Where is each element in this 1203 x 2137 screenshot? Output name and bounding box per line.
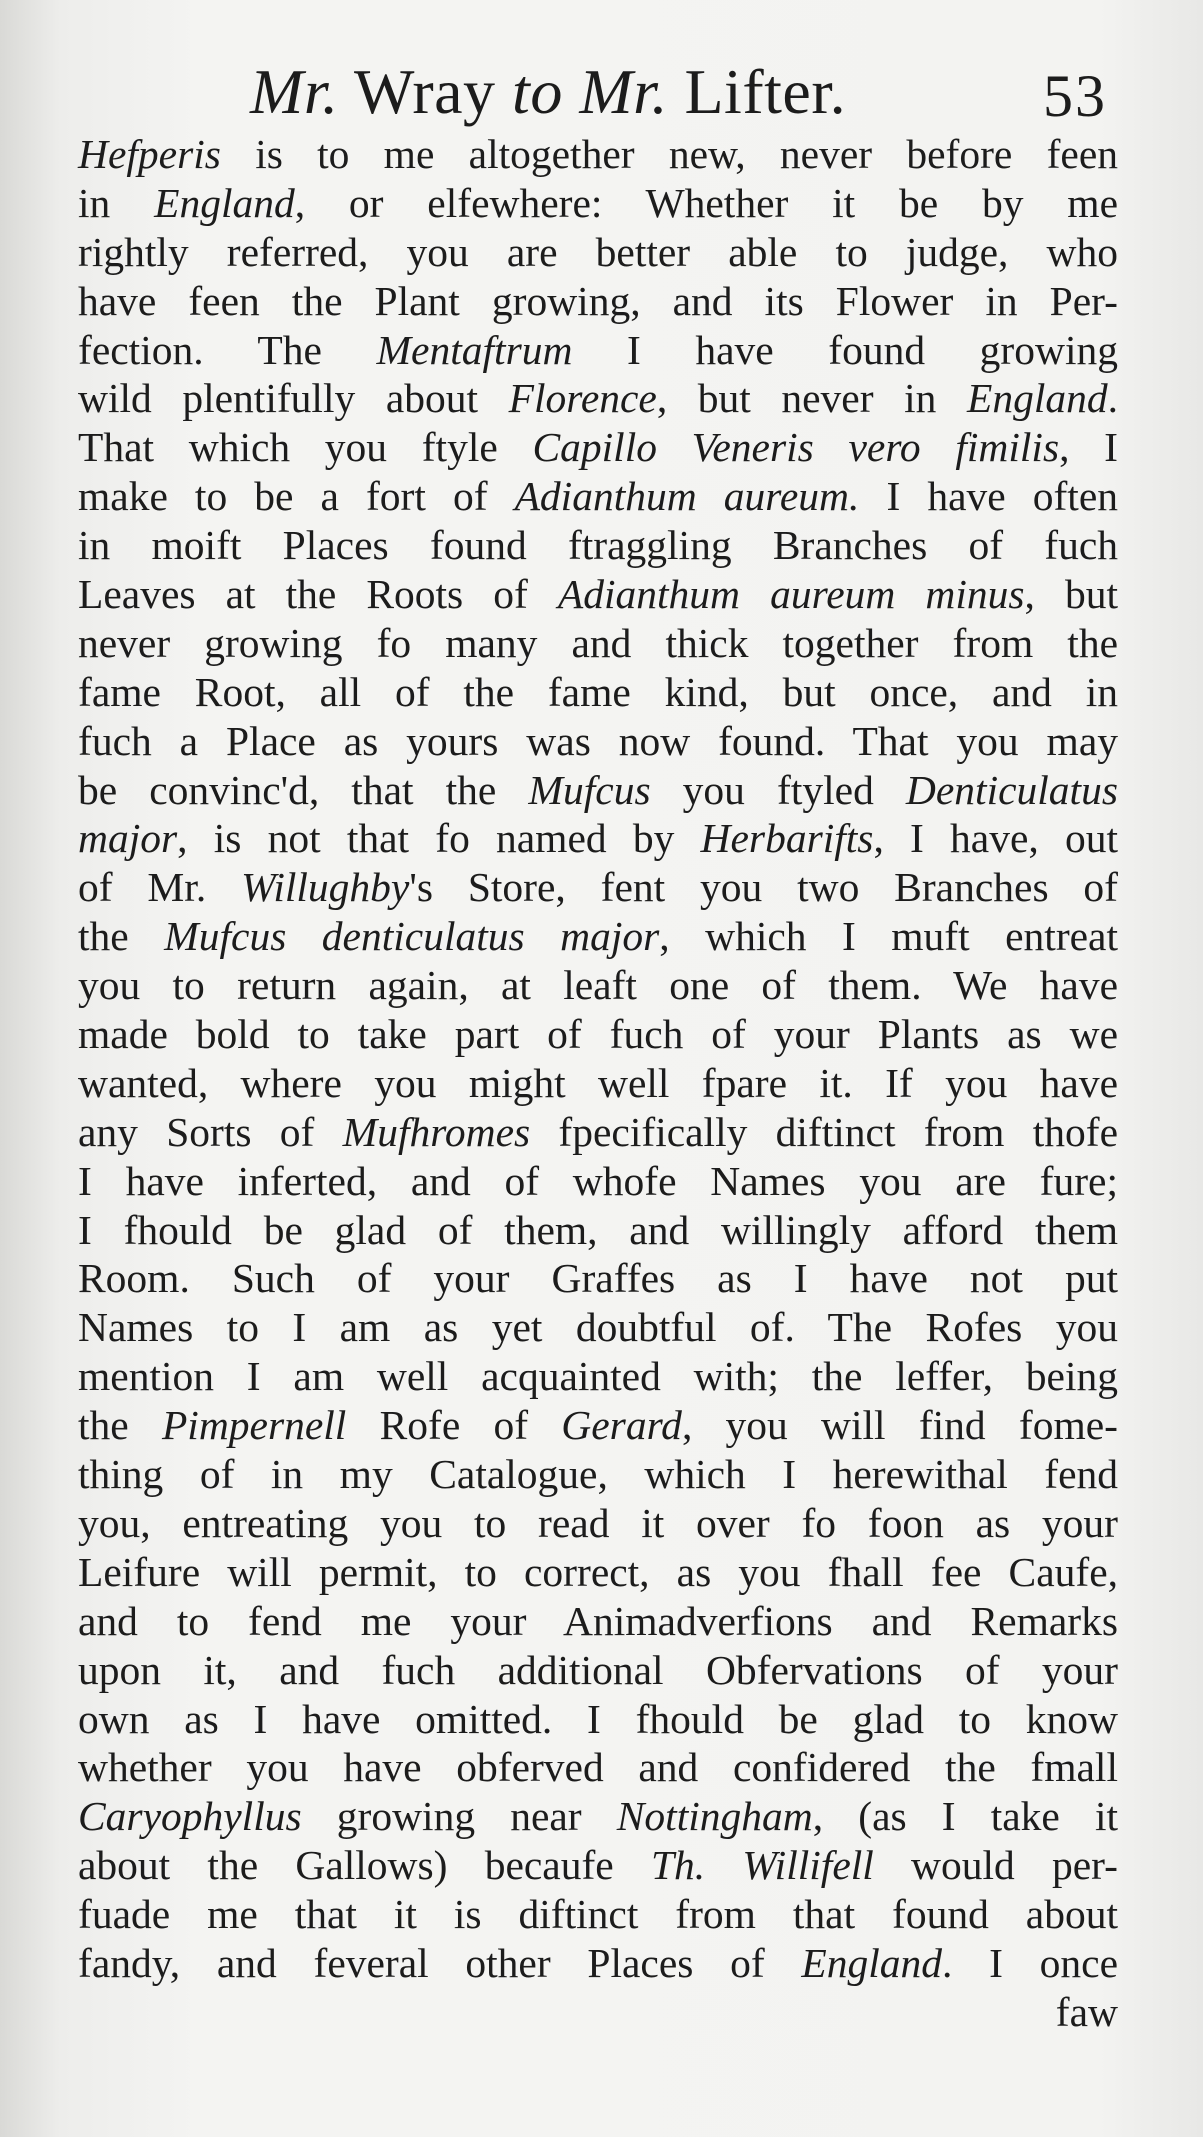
text-line [78, 1059, 1118, 1108]
text-segment: fuade me that it is diftinct from that found about [78, 1891, 1118, 1938]
text-line [78, 1010, 1118, 1059]
text-segment: I have inferted, and of whofe Names you are fure; [78, 1157, 1118, 1204]
italic-text-segment: Nottingham [616, 1793, 813, 1840]
text-line [78, 1401, 1118, 1450]
text-segment: in [78, 179, 155, 226]
text-segment: have feen the Plant growing, and its Flower in Per- [78, 277, 1118, 324]
text-segment: fandy, and feveral other Places of [78, 1939, 802, 1986]
text-line [78, 863, 1118, 912]
italic-text-segment: Florence [508, 375, 657, 422]
text-segment: be convinc'd, that the [78, 766, 529, 813]
text-segment: wanted, where you might well fpare it. If you have [78, 1059, 1118, 1106]
text-line [78, 1939, 1118, 1988]
text-segment: upon it, and fuch additional Obfervations of your [78, 1646, 1118, 1693]
text-segment: . I once [942, 1939, 1118, 1986]
italic-text-segment: Adianthum aureum. [514, 473, 860, 520]
text-segment: I have often [859, 473, 1118, 520]
text-segment: , I have, out [873, 815, 1118, 862]
italic-text-segment: Adianthum aureum minus [557, 571, 1025, 618]
text-line [78, 570, 1118, 619]
italic-text-segment: Herbarifts [700, 815, 874, 862]
text-segment: 's Store, fent you two Branches of [409, 864, 1118, 911]
text-segment: faw [1055, 1988, 1118, 2035]
italic-text-segment: Mentaftrum [376, 326, 573, 373]
text-segment: any Sorts of [78, 1108, 343, 1155]
text-segment: , you will find fome- [681, 1402, 1118, 1449]
text-segment: , (as I take it [812, 1793, 1119, 1840]
italic-text-segment: major [78, 815, 178, 862]
italic-text-segment: Pimpernell [161, 1402, 347, 1449]
text-line [78, 1548, 1118, 1597]
text-segment: the [78, 913, 165, 960]
text-segment: of Mr. [78, 864, 242, 911]
text-segment: own as I have omitted. I fhould be glad to know [78, 1695, 1118, 1742]
text-line [78, 1352, 1118, 1401]
page-number: 53 [1043, 63, 1107, 129]
text-segment: rightly referred, you are better able to judge, who [78, 228, 1118, 275]
text-line [78, 472, 1118, 521]
text-line [78, 1646, 1118, 1695]
catchword-line [78, 1988, 1118, 2037]
text-segment: and to fend me your Animadverfions and Remarks [78, 1597, 1118, 1644]
text-segment: whether you have obferved and confidered the fmall [78, 1744, 1118, 1791]
italic-text-segment: England [966, 375, 1108, 422]
italic-text-segment: Willughby [241, 864, 410, 911]
text-line [78, 1890, 1118, 1939]
text-segment: fection. The [78, 326, 377, 373]
text-line [78, 228, 1118, 277]
text-line [78, 1108, 1118, 1157]
text-line [78, 277, 1118, 326]
italic-text-segment: Hefperis [78, 131, 221, 177]
text-line [78, 912, 1118, 961]
text-segment: That which you ftyle [78, 424, 533, 471]
italic-text-segment: to Mr. [512, 56, 668, 127]
text-line [78, 717, 1118, 766]
text-segment: you, entreating you to read it over fo foon as your [78, 1499, 1118, 1546]
text-line [78, 1157, 1118, 1206]
text-segment: I fhould be glad of them, and willingly afford them [78, 1206, 1118, 1253]
text-segment: . [1107, 375, 1118, 422]
text-line [78, 1499, 1118, 1548]
page-header [0, 52, 1203, 132]
text-segment: make to be a fort of [78, 473, 515, 520]
text-segment: in moift Places found ftraggling Branches of fuch [78, 522, 1118, 569]
text-segment: , but [1024, 571, 1119, 618]
text-line [78, 766, 1118, 815]
text-segment: Lifter. [667, 56, 847, 127]
text-segment: Room. Such of your Graffes as I have not put [78, 1255, 1118, 1302]
text-segment: fame Root, all of the fame kind, but once, and in [78, 668, 1118, 715]
italic-text-segment: Th. Willifell [650, 1842, 874, 1889]
italic-text-segment: Mr. [250, 56, 339, 127]
running-head [250, 52, 846, 132]
text-line [78, 1254, 1118, 1303]
text-segment: Leifure will permit, to correct, as you fhall fee Caufe, [78, 1548, 1118, 1595]
text-line [78, 326, 1118, 375]
text-segment: growing near [301, 1793, 617, 1840]
text-line [78, 423, 1118, 472]
italic-text-segment: Mufhromes [342, 1108, 531, 1155]
text-segment: fpecifically diftinct from thofe [530, 1108, 1118, 1155]
text-line [78, 179, 1118, 228]
text-segment: you ftyled [650, 766, 906, 813]
italic-text-segment: England [154, 179, 295, 226]
italic-text-segment: Gerard [561, 1402, 682, 1449]
text-segment: fuch a Place as yours was now found. That you may [78, 717, 1118, 764]
text-line [78, 521, 1118, 570]
text-line [78, 668, 1118, 717]
text-segment: Wray [338, 56, 513, 127]
text-segment: the [78, 1402, 162, 1449]
letter-body-text [78, 130, 1118, 2037]
text-line [78, 1450, 1118, 1499]
text-line [78, 961, 1118, 1010]
text-line [78, 619, 1118, 668]
text-segment: made bold to take part of fuch of your Plants as we [78, 1011, 1118, 1058]
text-segment: never growing fo many and thick together from the [78, 619, 1118, 666]
italic-text-segment: Mufcus [528, 766, 651, 813]
text-line [78, 1792, 1118, 1841]
text-line [78, 1841, 1118, 1890]
text-line [78, 1743, 1118, 1792]
text-line [78, 1695, 1118, 1744]
text-segment: I have found growing [572, 326, 1118, 373]
text-line [78, 1206, 1118, 1255]
italic-text-segment: Denticulatus [905, 766, 1118, 813]
text-segment: is to me altogether new, never before feen [220, 131, 1118, 177]
italic-text-segment: Caryophyllus [78, 1793, 302, 1840]
text-line [78, 1303, 1118, 1352]
text-segment: , which I muft entreat [659, 913, 1119, 960]
text-segment: you to return again, at leaft one of them. We have [78, 962, 1118, 1009]
text-segment: , but never in [656, 375, 967, 422]
text-line [78, 374, 1118, 423]
text-line [78, 130, 1118, 179]
italic-text-segment: England [801, 1939, 943, 1986]
text-line [78, 1597, 1118, 1646]
text-segment: Names to I am as yet doubtful of. The Rofes you [78, 1304, 1118, 1351]
text-segment: thing of in my Catalogue, which I herewithal fend [78, 1451, 1118, 1498]
text-segment: mention I am well acquainted with; the leffer, being [78, 1353, 1118, 1400]
italic-text-segment: Mufcus denticulatus major [164, 913, 660, 960]
text-segment: would per- [873, 1842, 1118, 1889]
text-segment: wild plentifully about [78, 375, 509, 422]
text-segment: Rofe of [346, 1402, 562, 1449]
text-segment: , or elfewhere: Whether it be by me [294, 179, 1118, 226]
text-segment: Leaves at the Roots of [78, 571, 558, 618]
text-segment: about the Gallows) becaufe [78, 1842, 651, 1889]
text-line [78, 814, 1118, 863]
text-segment: , I [1059, 424, 1118, 471]
text-segment: , is not that fo named by [177, 815, 701, 862]
italic-text-segment: Capillo Veneris vero fimilis [532, 424, 1060, 471]
